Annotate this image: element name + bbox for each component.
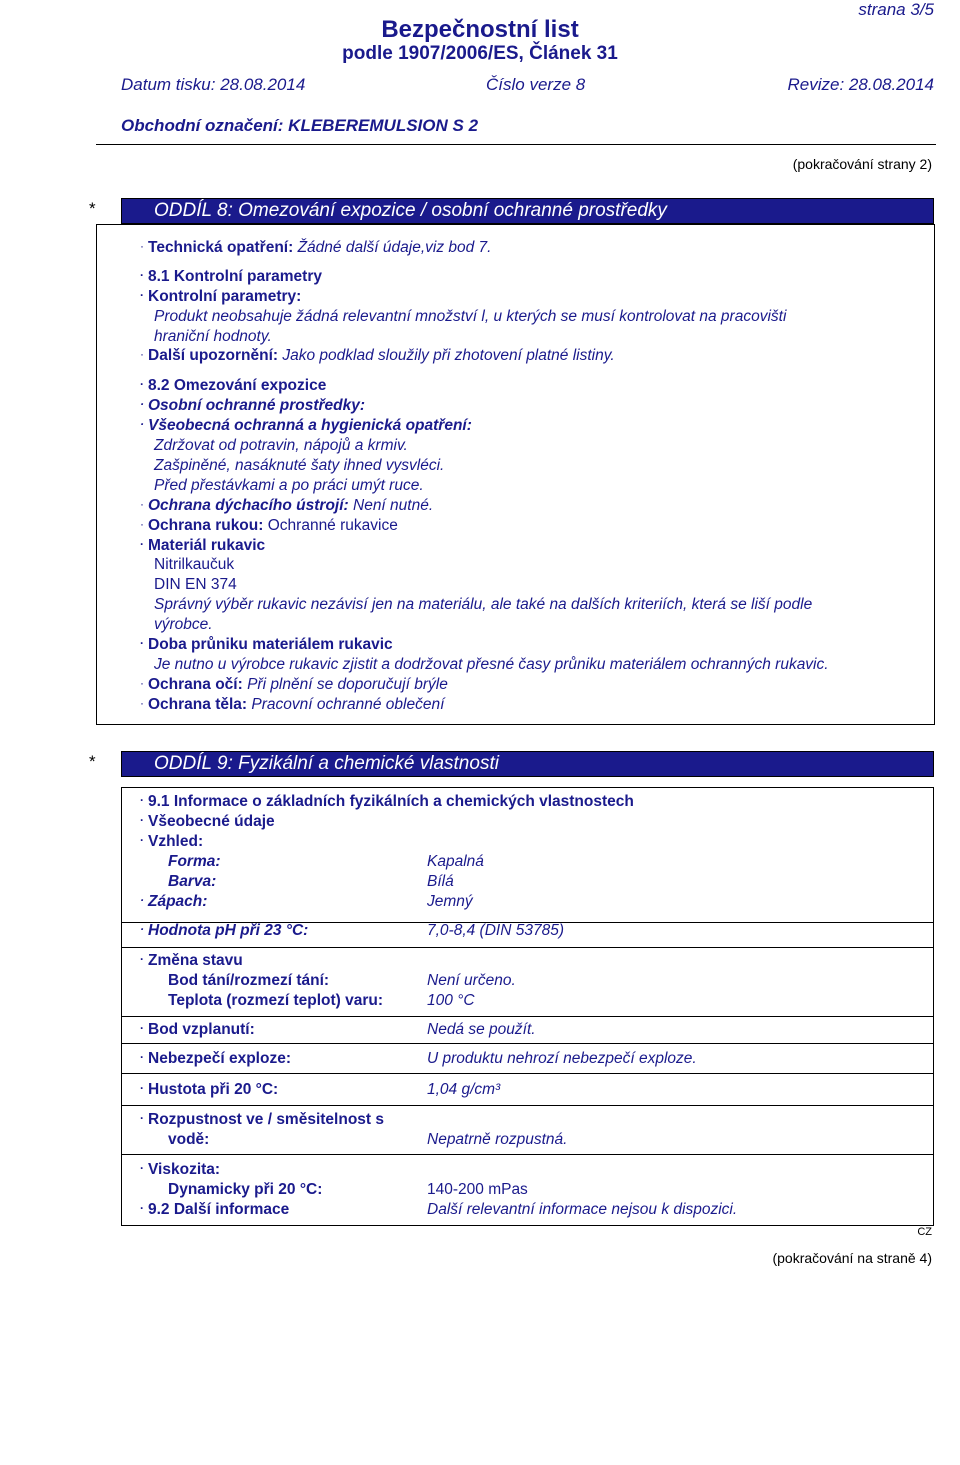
ph-label: · Hodnota pH při 23 °C: — [140, 922, 309, 939]
hygiene-measure-2: Zašpiněné, nasáknuté šaty ihned vysvléci. — [154, 457, 445, 474]
boiling-point-value: 100 °C — [427, 992, 475, 1009]
eye-protection: · Ochrana očí: Při plnění se doporučují brýle — [140, 676, 448, 693]
header-divider — [96, 144, 936, 145]
form-label: Forma: — [168, 853, 221, 870]
melting-point-label: Bod tání/rozmezí tání: — [168, 972, 330, 989]
section-9-1-title: · 9.1 Informace o základních fyzikálních a chemických vlastnostech — [140, 793, 634, 810]
section-9-header — [121, 751, 934, 777]
dynamic-viscosity-value: 140-200 mPas — [427, 1181, 528, 1198]
document-title: Bezpečnostní list — [381, 16, 579, 43]
flash-point-value: Nedá se použít. — [427, 1021, 536, 1038]
color-label: Barva: — [168, 873, 217, 890]
hygiene-measure-1: Zdržovat od potravin, nápojů a krmiv. — [154, 437, 408, 454]
version-number: Číslo verze 8 — [486, 75, 586, 94]
glove-material-1: Nitrilkaučuk — [154, 556, 235, 573]
appearance-label: · Vzhled: — [140, 833, 204, 850]
continued-from: (pokračování strany 2) — [792, 156, 932, 172]
document-subtitle: podle 1907/2006/ES, Článek 31 — [342, 43, 618, 64]
density-label: · Hustota při 20 °C: — [140, 1081, 279, 1098]
revision-marker-2: * — [89, 752, 96, 771]
glove-selection-text: Správný výběr rukavic nezávisí jen na materiálu, ale také na dalších kriteriích, která se liší podle — [154, 596, 813, 613]
dynamic-viscosity-label: Dynamicky při 20 °C: — [168, 1181, 323, 1198]
viscosity-label: · Viskozita: — [140, 1161, 221, 1178]
section-8-1-title: · 8.1 Kontrolní parametry — [140, 268, 322, 285]
continued-to: (pokračování na straně 4) — [772, 1250, 932, 1266]
color-value: Bílá — [427, 873, 454, 890]
section-9-title: ODDÍL 9: Fyzikální a chemické vlastnosti — [154, 753, 499, 774]
penetration-time-label: · Doba průniku materiálem rukavic — [140, 636, 393, 653]
boiling-point-label: Teplota (rozmezí teplot) varu: — [168, 992, 384, 1009]
page-number: strana 3/5 — [858, 0, 934, 19]
hygiene-label: · Všeobecná ochranná a hygienická opatření: — [140, 417, 472, 434]
respiratory-protection: · Ochrana dýchacího ústrojí: Není nutné. — [140, 497, 434, 514]
hand-protection: · Ochrana rukou: Ochranné rukavice — [140, 517, 398, 534]
section-8-header — [121, 198, 934, 224]
flash-point-label: · Bod vzplanutí: — [140, 1021, 255, 1038]
general-info-label: · Všeobecné údaje — [140, 813, 275, 830]
hygiene-measure-3: Před přestávkami a po práci umýt ruce. — [154, 477, 424, 494]
section-8-2-title: · 8.2 Omezování expozice — [140, 377, 327, 394]
section-9-2-value: Další relevantní informace nejsou k dispozici. — [427, 1201, 738, 1218]
ph-value: 7,0-8,4 (DIN 53785) — [427, 922, 564, 939]
revision-marker: * — [89, 199, 96, 218]
glove-material-2: DIN EN 374 — [154, 576, 237, 593]
section-9-2-label: · 9.2 Další informace — [140, 1201, 290, 1218]
solubility-value: Nepatrně rozpustná. — [427, 1131, 568, 1148]
odor-value: Jemný — [427, 893, 473, 910]
control-parameters-text-2: hraniční hodnoty. — [154, 328, 272, 345]
form-value: Kapalná — [427, 853, 484, 870]
trade-name: Obchodní označení: KLEBEREMULSION S 2 — [121, 116, 479, 135]
revision-date: Revize: 28.08.2014 — [787, 75, 934, 94]
country-code: CZ — [917, 1226, 932, 1238]
odor-label: · Zápach: — [140, 893, 208, 910]
control-parameters-label: · Kontrolní parametry: — [140, 288, 302, 305]
ppe-label: · Osobní ochranné prostředky: — [140, 397, 366, 414]
penetration-time-text: Je nutno u výrobce rukavic zjistit a dodržovat přesné časy průniku materiálem ochranných rukavic. — [154, 656, 829, 673]
control-parameters-text: Produkt neobsahuje žádná relevantní množství l, u kterých se musí kontrolovat na pracovišti — [154, 308, 787, 325]
state-change-label: · Změna stavu — [140, 952, 243, 969]
section-8-title: ODDÍL 8: Omezování expozice / osobní ochranné prostředky — [154, 200, 667, 221]
further-notes: · Další upozornění: Jako podklad sloužily při zhotovení platné listiny. — [140, 347, 615, 364]
technical-measures: · Technická opatření: Žádné další údaje,viz bod 7. — [140, 239, 492, 256]
body-protection: · Ochrana těla: Pracovní ochranné oblečení — [140, 696, 445, 713]
glove-selection-text-2: výrobce. — [154, 616, 213, 633]
solubility-label: · Rozpustnost ve / směsitelnost s — [140, 1111, 384, 1128]
print-date: Datum tisku: 28.08.2014 — [121, 75, 306, 94]
melting-point-value: Není určeno. — [427, 972, 516, 989]
density-value: 1,04 g/cm³ — [427, 1081, 501, 1098]
glove-material-label: · Materiál rukavic — [140, 537, 266, 554]
explosion-value: U produktu nehrozí nebezpečí exploze. — [427, 1050, 697, 1067]
solubility-label-water: vodě: — [168, 1131, 210, 1148]
explosion-label: · Nebezpečí exploze: — [140, 1050, 291, 1067]
